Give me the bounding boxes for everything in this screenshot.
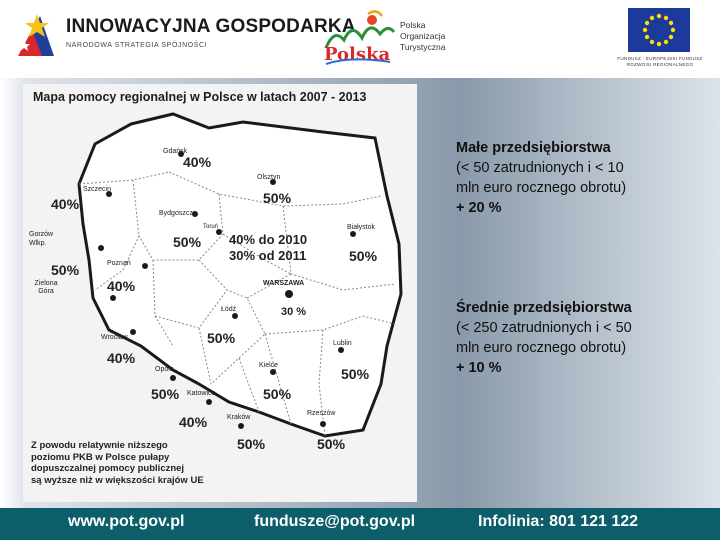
header-bar: [0, 0, 720, 78]
medium-enterprises-line-1: (< 250 zatrudnionych i < 50: [456, 320, 632, 336]
medium-enterprises-block: [456, 298, 632, 378]
ig-star-icon: [14, 10, 60, 60]
city-rzeszow: Rzeszów: [307, 410, 336, 417]
percent-krakow: 50%: [237, 436, 266, 452]
city-krakow: Kraków: [227, 414, 251, 421]
city-torun: Toruń: [203, 224, 219, 230]
city-opole: Opole: [155, 366, 174, 373]
innowacyjna-gospodarka-logo: [14, 10, 356, 66]
eu-flag-icon: [628, 8, 690, 52]
pot-line-3: Turystyczna: [400, 42, 446, 52]
regional-aid-map: [23, 84, 417, 502]
city-lodz: Łódź: [221, 306, 237, 313]
polska-word: Polska: [324, 44, 391, 65]
small-enterprises-heading: Małe przedsiębiorstwa: [456, 140, 611, 156]
mazowsze-note-line-1: 40% do 2010: [229, 232, 308, 247]
small-enterprises-block: [456, 138, 626, 218]
city-warszawa: WARSZAWA: [263, 280, 305, 287]
city-olsztyn: Olsztyn: [257, 174, 281, 181]
footer-email-link[interactable]: fundusze@pot.gov.pl: [254, 513, 416, 530]
percent-kielce: 50%: [263, 386, 292, 402]
percent-katowice: 40%: [179, 414, 208, 430]
eu-caption: [608, 56, 712, 68]
percent-gdansk: 40%: [183, 154, 212, 170]
city-poznan: Poznań: [107, 260, 131, 267]
city-szczecin: Szczecin: [83, 186, 112, 193]
small-enterprises-bonus: + 20 %: [456, 200, 502, 216]
small-enterprises-line-2: mln euro rocznego obrotu): [456, 180, 627, 196]
polska-organizacja-turystyczna-logo: [320, 10, 480, 66]
ig-subtitle: NARODOWA STRATEGIA SPÓJNOŚCI: [66, 42, 208, 49]
eu-caption-line-2: ROZWOJU REGIONALNEGO: [626, 62, 694, 67]
map-footnote-line-2: poziomu PKB w Polsce pułapy: [31, 451, 170, 463]
polska-brand-mark-icon: [320, 10, 398, 66]
pot-name: [400, 20, 446, 53]
city-kielce: Kielce: [259, 362, 279, 369]
city-gdansk: Gdańsk: [163, 148, 188, 155]
pot-line-1: Polska: [400, 20, 426, 30]
medium-enterprises-bonus: + 10 %: [456, 360, 502, 376]
percent-gorzow: 50%: [51, 262, 80, 278]
city-bialystok: Białystok: [347, 224, 376, 231]
percent-bialystok: 50%: [349, 248, 378, 264]
percent-warszawa: 30 %: [281, 306, 307, 318]
percent-lodz: 50%: [207, 330, 236, 346]
footer-bar: [0, 508, 720, 540]
mazowsze-note: [229, 232, 307, 264]
eu-caption-line-1: FUNDUSZ · EUROPEJSKI FUNDUSZ: [617, 56, 703, 61]
city-zielona-gora: Zielona Góra: [34, 280, 58, 295]
mazowsze-note-line-2: 30% od 2011: [229, 248, 307, 263]
footer-website-link[interactable]: www.pot.gov.pl: [68, 513, 185, 530]
city-lublin: Lublin: [333, 340, 352, 347]
map-footnote-line-3: dopuszczalnej pomocy publicznej: [31, 463, 185, 474]
percent-lublin: 50%: [341, 366, 370, 382]
map-title: Mapa pomocy regionalnej w Polsce w latach 2007 - 2013: [33, 90, 367, 104]
percent-poznan: 40%: [107, 278, 136, 294]
pot-line-2: Organizacja: [400, 31, 446, 41]
city-gorzow: Gorzów Wlkp.: [29, 231, 54, 247]
percent-olsztyn: 50%: [263, 190, 292, 206]
percent-opole: 50%: [151, 386, 180, 402]
map-footnote: [31, 440, 204, 486]
ig-title: INNOWACYJNA GOSPODARKA: [66, 16, 356, 37]
map-footnote-line-4: są wyższe niż w większości krajów UE: [31, 474, 204, 486]
map-footnote-line-1: Z powodu relatywnie niższego: [31, 440, 168, 451]
medium-enterprises-line-2: mln euro rocznego obrotu): [456, 340, 627, 356]
percent-rzeszow: 50%: [317, 436, 346, 452]
small-enterprises-line-1: (< 50 zatrudnionych i < 10: [456, 160, 624, 176]
medium-enterprises-heading: Średnie przedsiębiorstwa: [456, 300, 632, 316]
city-bydgoszcz: Bydgoszcz: [159, 210, 193, 217]
percent-szczecin: 40%: [51, 196, 80, 212]
eu-logo: [608, 8, 712, 72]
footer-hotline: Infolinia: 801 121 122: [478, 513, 639, 530]
percent-bydgoszcz: 50%: [173, 234, 202, 250]
city-katowice: Katowice: [187, 390, 216, 397]
city-wroclaw: Wrocław: [101, 334, 128, 341]
percent-wroclaw: 40%: [107, 350, 136, 366]
